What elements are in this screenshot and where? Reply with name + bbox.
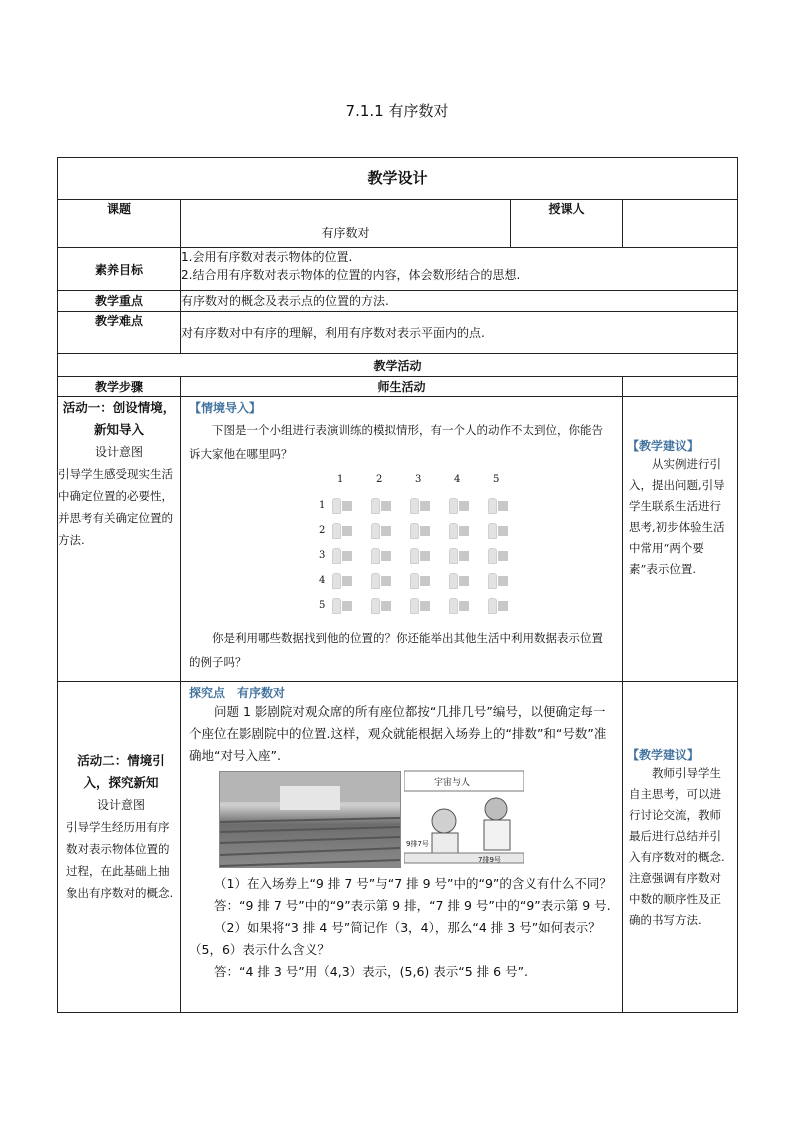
grid-row-label: 4 [319,575,326,586]
seat-square [342,526,352,536]
performer-figure [371,573,380,589]
seat-square [420,551,430,561]
ticket-illustration [404,769,524,864]
activity1-question: 你是利用哪些数据找到他的位置的？你还能举出其他生活中利用数据表示位置的例子吗？ [189,631,603,669]
seat-square [498,551,508,561]
performer-figure [410,498,419,514]
activity2-advice-text: 教师引导学生自主思考，可以进行讨论交流，教师最后进行总结并引入有序数对的概念.注意强调有序数对中数的顺序性及正确的书写方法. [629,766,725,927]
performer-figure [488,548,497,564]
activity-title: 教学活动 [58,354,738,377]
performer-figure [371,498,380,514]
theater-photo [219,771,401,868]
document-title: 7.1.1 有序数对 [345,102,449,120]
picture-ticket-1: 9排7号 [406,840,429,848]
course-value: 有序数对 [181,200,511,248]
activity2-pictures [189,769,614,873]
goal-2: 2.结合用有序数对表示物体的位置的内容，体会数形结合的思想. [181,268,521,282]
activity1-advice-tag: 【教学建议】 [627,439,700,453]
performer-figure [332,498,341,514]
activity1-advice-text: 从实例进行引入，提出问题,引导学生联系生活进行思考,初步体验生活中常用“两个要素”表示位置. [629,457,725,576]
performer-figure [449,523,458,539]
difficulty-label: 教学难点 [58,312,181,354]
seat-square [420,576,430,586]
seat-square [459,601,469,611]
seat-square [342,501,352,511]
grid-row-label: 5 [319,600,326,611]
seat-square [381,526,391,536]
performer-figure [449,498,458,514]
activity2-content [181,682,623,1013]
seat-square [459,526,469,536]
seat-square [342,551,352,561]
interaction-label: 师生活动 [181,377,623,397]
seat-square [498,501,508,511]
goal-1: 1.会用有序数对表示物体的位置. [181,250,353,264]
activity2-a1: 答：“9 排 7 号”中的“9”表示第 9 排，“7 排 9 号”中的“9”表示第 9 号. [214,898,611,913]
seat-square [420,526,430,536]
seat-square [459,551,469,561]
seat-square [459,501,469,511]
performer-figure [449,573,458,589]
performer-figure [410,573,419,589]
key-value: 有序数对的概念及表示点的位置的方法. [181,291,738,312]
performer-figure [371,548,380,564]
seat-square [498,601,508,611]
picture-title: 宇宙与人 [434,778,471,788]
activity2-name: 活动二：情境引入，探究新知 [77,753,165,790]
difficulty-value: 对有序数对中有序的理解，利用有序数对表示平面内的点. [181,312,738,354]
activity2-advice [623,682,738,1013]
lesson-plan-table [57,157,738,1013]
activity2-q1: （1）在入场券上“9 排 7 号”与“7 排 9 号”中的“9”的含义有什么不同？ [214,876,612,891]
activity2-intent-text: 引导学生经历用有序数对表示物体位置的过程，在此基础上抽象出有序数对的概念. [66,820,174,900]
performer-figure [449,598,458,614]
seat-square [459,576,469,586]
seat-square [342,601,352,611]
seat-square [498,576,508,586]
activity2-problem: 问题 1 影剧院对观众席的所有座位都按“几排几号”编号，以便确定每一个座位在影剧院中的位置.这样，观众就能根据入场券上的“排数”和“号数”准确地“对号入座”. [189,704,607,763]
course-label: 课题 [58,200,181,248]
seat-square [420,601,430,611]
performer-figure [371,523,380,539]
activity2-left [58,682,181,1013]
performer-figure [410,598,419,614]
activity2-advice-tag: 【教学建议】 [627,748,700,762]
activity1-left [58,397,181,682]
teacher-label: 授课人 [511,200,623,248]
activity2-a2: 答：“4 排 3 号”用（4,3）表示，(5,6) 表示“5 排 6 号”. [214,964,529,979]
performer-figure [332,548,341,564]
seat-square [381,576,391,586]
activity1-name: 活动一：创设情境，新知导入 [62,400,176,437]
activity2-q2: （2）如果将“3 排 4 号”简记作（3，4），那么“4 排 3 号”如何表示？（5，6）表示什么含义？ [189,920,601,957]
performer-figure [449,548,458,564]
theater-seats-icon [220,772,400,867]
performer-figure [488,498,497,514]
performer-figure [332,598,341,614]
teacher-value [623,200,738,248]
performer-figure [410,548,419,564]
grid-column-label: 3 [415,474,422,485]
activity1-intent-text: 引导学生感受现实生活中确定位置的必要性，并思考有关确定位置的方法. [58,467,173,547]
seat-grid-figure [319,474,519,624]
activity1-intent-label: 设计意图 [94,445,143,459]
performer-figure [371,598,380,614]
activity1-section-tag: 【情境导入】 [189,401,262,415]
grid-column-label: 5 [493,474,500,485]
seat-square [420,501,430,511]
activity1-content [181,397,623,682]
goals-cell [181,248,738,291]
activity2-intent-label: 设计意图 [96,798,145,812]
performer-figure [332,573,341,589]
grid-row-label: 1 [319,500,326,511]
grid-column-label: 2 [376,474,383,485]
seat-square [381,601,391,611]
grid-row-label: 3 [319,550,326,561]
grid-column-label: 4 [454,474,461,485]
goals-label: 素养目标 [58,248,181,291]
activity1-advice [623,397,738,682]
grid-column-label: 1 [337,474,344,485]
activity1-intro: 下图是一个小组进行表演训练的模拟情形，有一个人的动作不太到位，你能告诉大家他在哪里吗？ [189,423,603,461]
performer-figure [488,523,497,539]
picture-ticket-2: 7排9号 [478,856,501,864]
activity2-section-tag: 探究点 有序数对 [189,686,286,700]
section-title: 教学设计 [367,169,428,187]
steps-label: 教学步骤 [58,377,181,397]
grid-row-label: 2 [319,525,326,536]
performer-figure [410,523,419,539]
seat-square [381,501,391,511]
seat-square [342,576,352,586]
seat-square [498,526,508,536]
performer-figure [488,573,497,589]
seat-square [381,551,391,561]
performer-figure [488,598,497,614]
performer-figure [332,523,341,539]
key-label: 教学重点 [58,291,181,312]
